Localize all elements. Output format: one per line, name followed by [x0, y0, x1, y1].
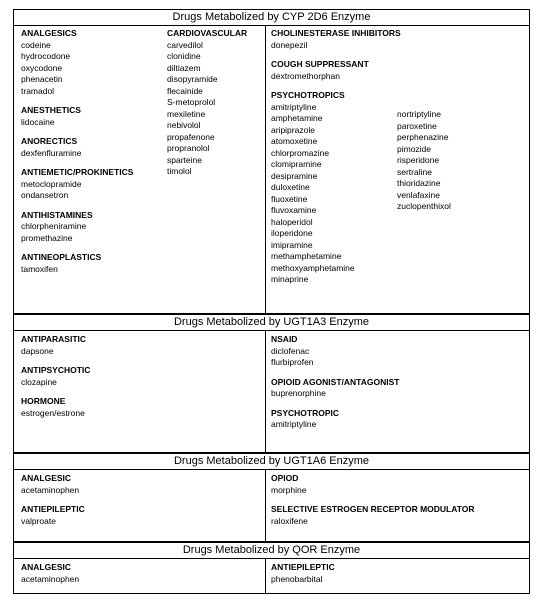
cyp2d6-column-4 — [397, 109, 451, 213]
column-divider — [265, 559, 266, 593]
drug-name: propafenone — [167, 131, 215, 142]
drug-name: amitriptyline — [271, 419, 317, 429]
drug-name: aripiprazole — [271, 124, 315, 135]
cyp2d6-column-1 — [21, 28, 133, 275]
category-heading: ANTIPARASITIC — [21, 334, 87, 344]
drug-name: buprenorphine — [271, 388, 326, 398]
drug-name: metoclopramide — [21, 178, 82, 189]
drug-name: diclofenac — [271, 345, 310, 356]
drug-name: methamphetamine — [271, 251, 342, 261]
drug-name: clomipramine — [271, 159, 322, 169]
drug-name: flecainide — [167, 85, 203, 96]
drug-name: hydrocodone — [21, 51, 71, 61]
ugt1a6-column-left — [21, 473, 85, 527]
drug-name: haloperidol — [271, 216, 313, 227]
drug-name: oxycodone — [21, 62, 63, 73]
category-heading: ANTIEPILEPTIC — [21, 504, 85, 514]
category-heading: NSAID — [271, 334, 298, 344]
drug-name: fluoxetine — [271, 193, 308, 204]
section-title: Drugs Metabolized by UGT1A6 Enzyme — [14, 454, 529, 470]
drug-name: amitriptyline — [271, 101, 317, 112]
drug-name: codeine — [21, 39, 51, 50]
category-heading: OPIOID AGONIST/ANTAGONIST — [271, 376, 400, 387]
drug-name: promethazine — [21, 232, 73, 243]
drug-name: thioridazine — [397, 178, 441, 188]
category-heading: SELECTIVE ESTROGEN RECEPTOR MODULATOR — [271, 504, 475, 514]
drug-name: dapsone — [21, 345, 54, 356]
drug-name: carvedilol — [167, 39, 203, 50]
cyp2d6-column-3 — [271, 28, 401, 286]
section-ugt1a3 — [14, 313, 529, 452]
section-title: Drugs Metabolized by CYP 2D6 Enzyme — [14, 10, 529, 26]
drug-name: perphenazine — [397, 132, 449, 142]
ugt1a3-column-left — [21, 334, 90, 419]
category-heading: ANTIPSYCHOTIC — [21, 365, 91, 375]
drug-name: minaprine — [271, 274, 309, 284]
category-heading: ANALGESIC — [21, 473, 72, 483]
drug-name: sparteine — [167, 154, 202, 165]
drug-name: tamoxifen — [21, 263, 58, 274]
drug-name: valproate — [21, 515, 56, 526]
drug-name: chlorpromazine — [271, 147, 330, 158]
section-title: Drugs Metabolized by QOR Enzyme — [14, 543, 529, 559]
category-heading: CHOLINESTERASE INHIBITORS — [271, 28, 401, 38]
drug-name: timolol — [167, 166, 192, 176]
column-divider — [265, 26, 266, 313]
drug-name: desipramine — [271, 170, 318, 181]
drug-name: acetaminophen — [21, 573, 80, 584]
drug-name: flurbiprofen — [271, 357, 314, 367]
drug-name: fluvoxamine — [271, 205, 317, 215]
ugt1a6-column-right — [271, 473, 475, 527]
drug-name: clozapine — [21, 376, 57, 387]
drug-name: risperidone — [397, 155, 440, 165]
column-divider — [265, 470, 266, 541]
category-heading: OPIOD — [271, 473, 299, 483]
drug-name: phenobarbital — [271, 573, 323, 584]
drug-name: imipramine — [271, 239, 313, 250]
drug-name: nortriptyline — [397, 109, 441, 119]
drug-name: diltiazem — [167, 62, 201, 73]
category-heading: COUGH SUPPRESSANT — [271, 59, 369, 69]
column-divider — [265, 331, 266, 452]
section-ugt1a6 — [14, 452, 529, 541]
category-heading: ANTIEPILEPTIC — [271, 562, 335, 572]
category-heading: ANTIHISTAMINES — [21, 209, 93, 220]
cyp2d6-column-2 — [167, 28, 247, 178]
drug-name: paroxetine — [397, 120, 437, 131]
category-heading: ANTIEMETIC/PROKINETICS — [21, 167, 134, 177]
drug-name: pimozide — [397, 143, 432, 154]
category-heading: ANESTHETICS — [21, 105, 81, 115]
section-cyp2d6 — [14, 10, 529, 313]
drug-name: phenacetin — [21, 74, 63, 84]
category-heading: ANALGESIC — [21, 562, 72, 572]
drug-name: ondansetron — [21, 190, 69, 200]
drug-name: iloperidone — [271, 228, 313, 238]
drug-name: disopyramide — [167, 74, 218, 84]
drug-name: amphetamine — [271, 113, 323, 123]
drug-name: raloxifene — [271, 515, 308, 526]
drug-name: donepezil — [271, 39, 308, 50]
drug-name: S-metoprolol — [167, 97, 216, 107]
drug-name: morphine — [271, 484, 307, 495]
drug-name: methoxyamphetamine — [271, 262, 355, 273]
drug-name: nebivolol — [167, 120, 201, 130]
drug-name: duloxetine — [271, 182, 310, 192]
category-heading: CARDIOVASCULAR — [167, 28, 248, 38]
section-title: Drugs Metabolized by UGT1A3 Enzyme — [14, 315, 529, 331]
drug-name: propranolol — [167, 143, 210, 153]
drug-name: atomoxetine — [271, 136, 318, 146]
drug-name: sertraline — [397, 166, 432, 177]
drug-metabolism-table — [13, 9, 530, 594]
category-heading: ANORECTICS — [21, 136, 78, 146]
drug-name: tramadol — [21, 85, 55, 96]
category-heading: ANTINEOPLASTICS — [21, 252, 102, 262]
drug-name: acetaminophen — [21, 484, 80, 495]
drug-name: lidocaine — [21, 116, 55, 127]
drug-name: chlorpheniramine — [21, 221, 87, 231]
qor-column-left — [21, 562, 79, 585]
drug-name: venlafaxine — [397, 189, 441, 200]
drug-name: estrogen/estrone — [21, 407, 85, 418]
category-heading: ANALGESICS — [21, 28, 77, 38]
drug-name: dextromethorphan — [271, 70, 340, 81]
drug-name: clonidine — [167, 51, 201, 61]
category-heading: PSYCHOTROPIC — [271, 407, 340, 418]
qor-column-right — [271, 562, 335, 585]
ugt1a3-column-right — [271, 334, 399, 431]
drug-name: zuclopenthixol — [397, 201, 451, 211]
drug-name: dexfenfluramine — [21, 147, 82, 158]
category-heading: PSYCHOTROPICS — [271, 90, 345, 100]
section-qor — [14, 541, 529, 593]
category-heading: HORMONE — [21, 396, 66, 406]
drug-name: mexiletine — [167, 108, 206, 119]
